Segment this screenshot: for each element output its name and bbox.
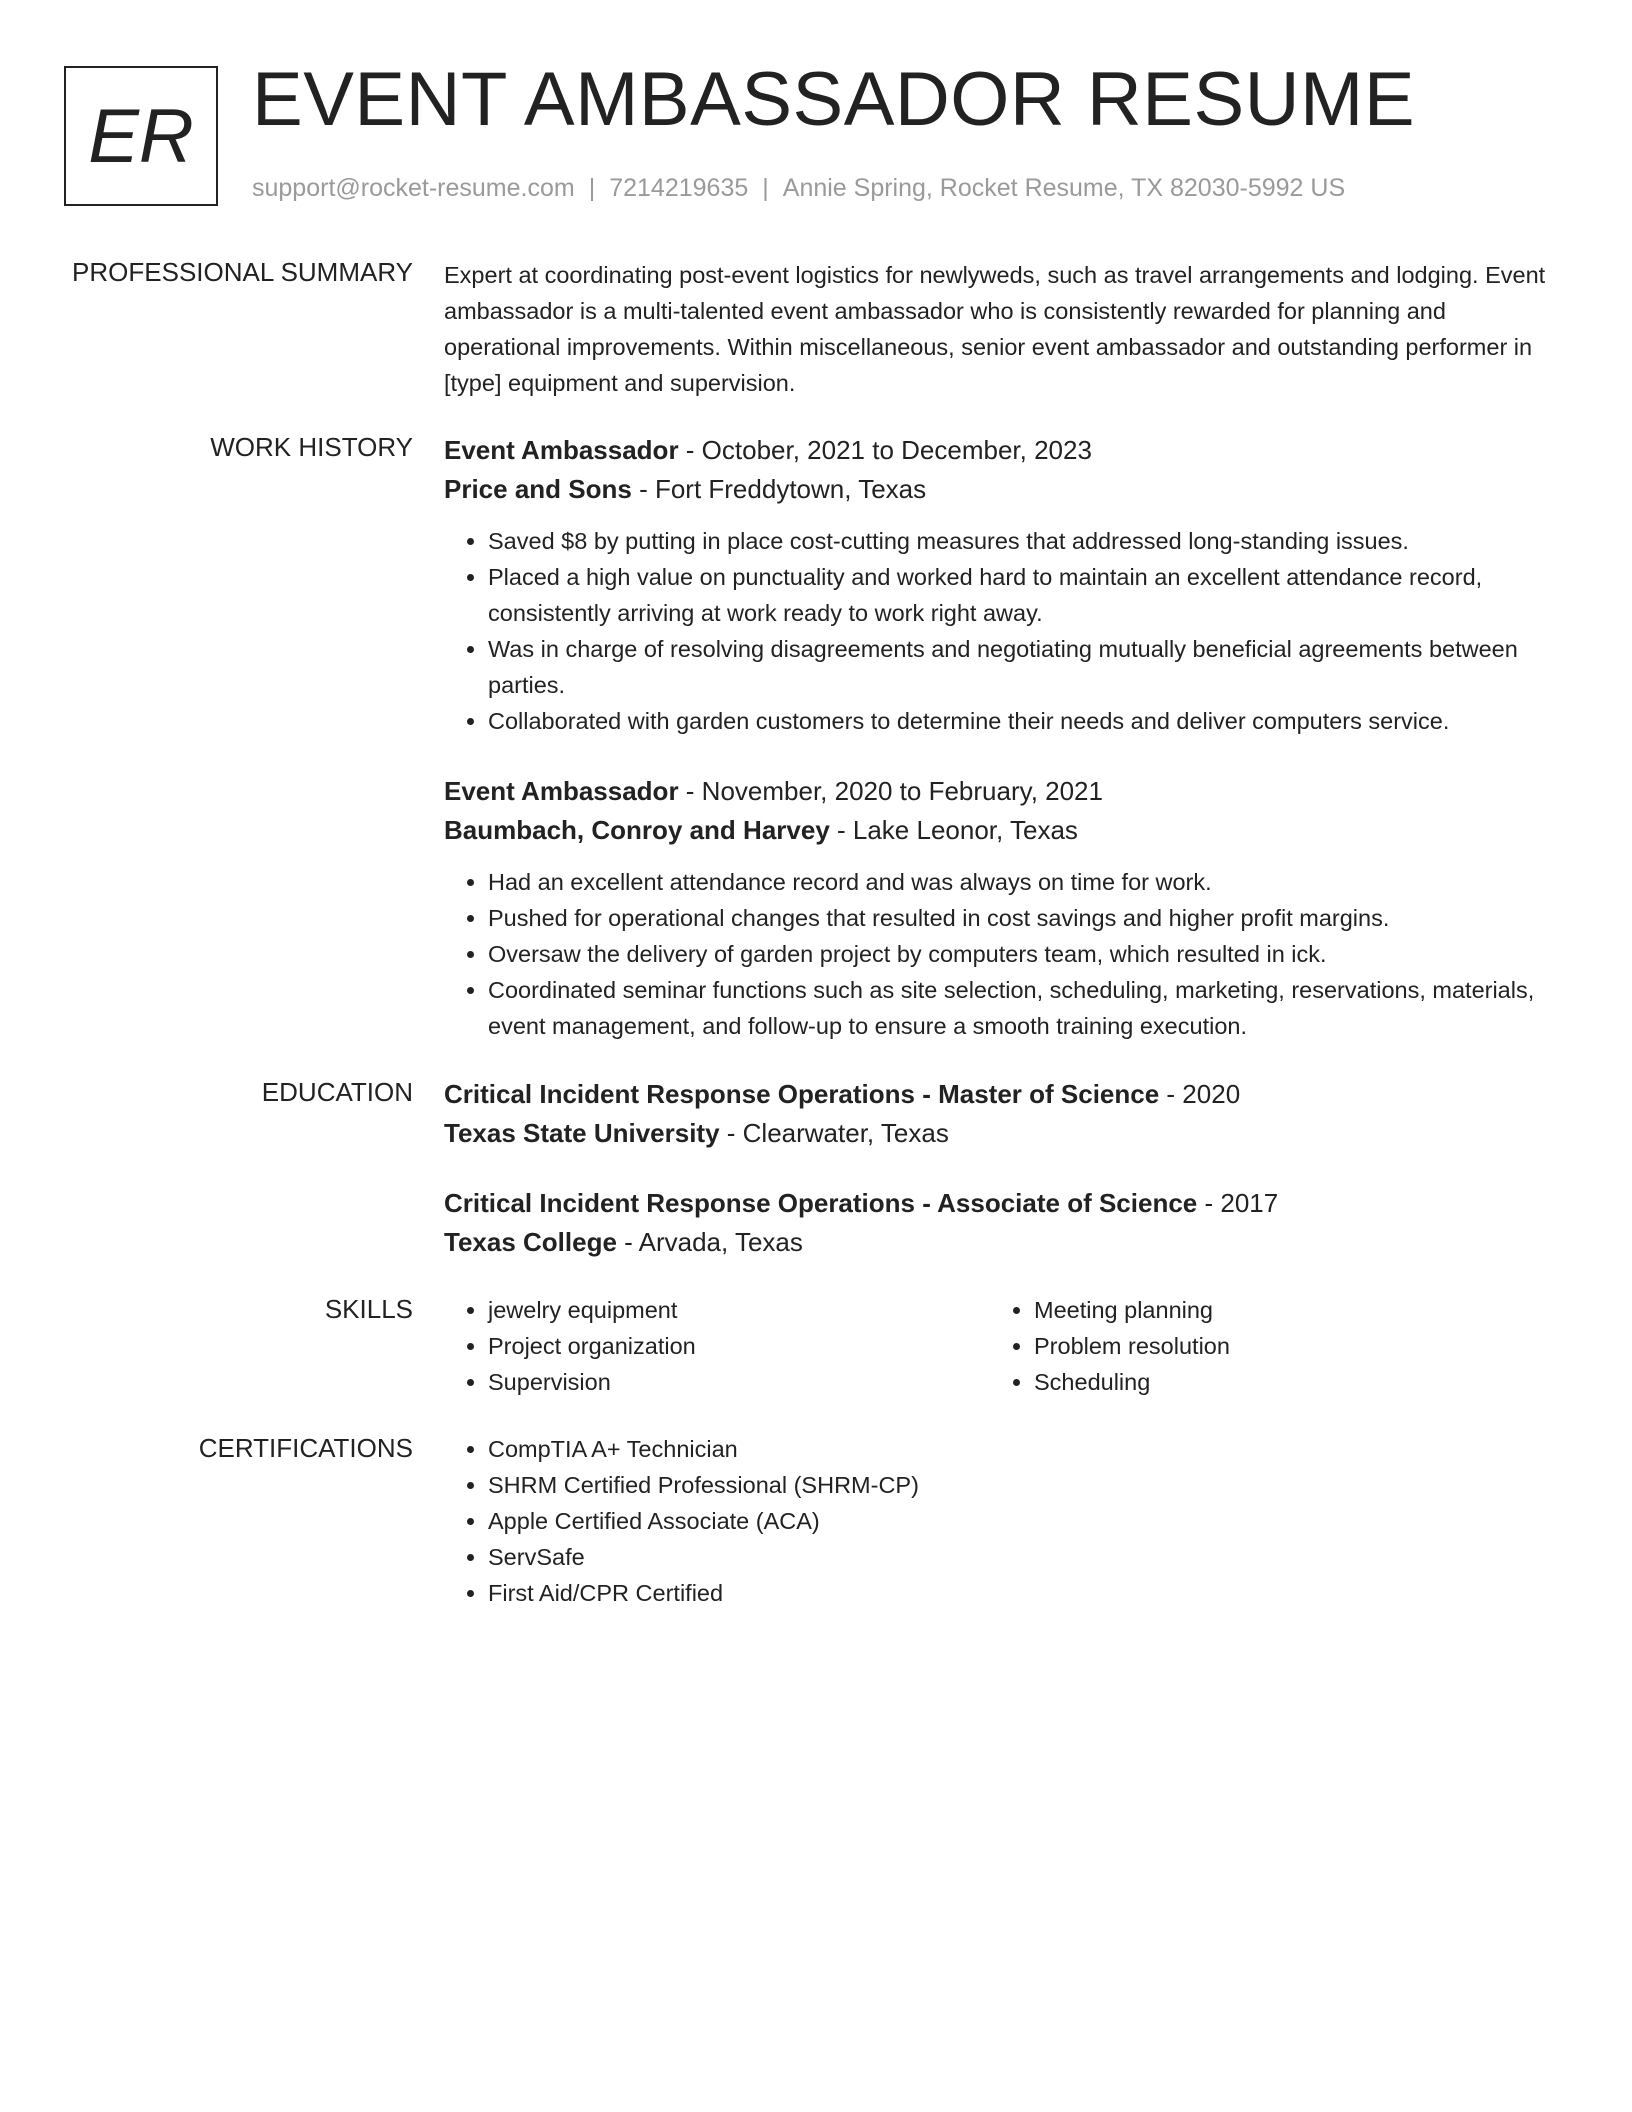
school-location: - Arvada, Texas bbox=[616, 1227, 803, 1257]
section-label-education: EDUCATION bbox=[261, 1077, 413, 1107]
job-bullets bbox=[444, 523, 1564, 739]
certification-item: • ServSafe bbox=[488, 1539, 1564, 1575]
job-headline bbox=[444, 431, 1564, 470]
degree-line bbox=[444, 1184, 1564, 1223]
job-dates: - October, 2021 to December, 2023 bbox=[678, 435, 1092, 465]
contact-line bbox=[252, 174, 1345, 203]
job-title: Event Ambassador bbox=[444, 435, 679, 465]
job-company: Price and Sons bbox=[444, 474, 632, 504]
monogram-box bbox=[64, 66, 218, 206]
degree-year: - 2020 bbox=[1159, 1079, 1241, 1109]
contact-separator: | bbox=[588, 174, 596, 202]
skills-section bbox=[444, 1292, 1564, 1400]
school-line bbox=[444, 1114, 1564, 1153]
section-label-skills: SKILLS bbox=[324, 1294, 413, 1324]
job-headline bbox=[444, 772, 1564, 811]
school-location: - Clearwater, Texas bbox=[719, 1118, 949, 1148]
certification-list bbox=[444, 1431, 1564, 1611]
summary-section bbox=[444, 257, 1564, 401]
certification-item: • First Aid/CPR Certified bbox=[488, 1575, 1564, 1611]
section-label-summary: PROFESSIONAL SUMMARY bbox=[72, 257, 413, 287]
degree-year: - 2017 bbox=[1197, 1188, 1279, 1218]
education-entry bbox=[444, 1075, 1564, 1153]
skill-item: • Problem resolution bbox=[1034, 1328, 1536, 1364]
summary-text: Expert at coordinating post-event logistics for newlyweds, such as travel arrangements and lodging. Event ambassador is a multi-talented event ambassador who is consistently rewarded for planning and operational improvements. Within miscellaneous, senior event ambassador and outstanding performer in [type] equipment and supervision. bbox=[444, 262, 1546, 396]
certification-item: • SHRM Certified Professional (SHRM-CP) bbox=[488, 1467, 1564, 1503]
certification-item: • Apple Certified Associate (ACA) bbox=[488, 1503, 1564, 1539]
job-company: Baumbach, Conroy and Harvey bbox=[444, 815, 830, 845]
school-line bbox=[444, 1223, 1564, 1262]
degree-line bbox=[444, 1075, 1564, 1114]
degree-name: Critical Incident Response Operations - Associate of Science bbox=[444, 1188, 1198, 1218]
skill-item: • jewelry equipment bbox=[488, 1292, 990, 1328]
job-bullet: • Had an excellent attendance record and was always on time for work. bbox=[488, 864, 1564, 900]
skill-item: • Supervision bbox=[488, 1364, 990, 1400]
contact-email[interactable]: support@rocket-resume.com bbox=[252, 174, 575, 202]
monogram-initials: ER bbox=[88, 93, 194, 179]
contact-separator: | bbox=[762, 174, 769, 202]
job-bullet: • Coordinated seminar functions such as site selection, scheduling, marketing, reservations, materials, event management, and follow-up to ensure a smooth training execution. bbox=[488, 972, 1564, 1044]
contact-address: Annie Spring, Rocket Resume, TX 82030-5992 US bbox=[782, 174, 1346, 202]
education-entry bbox=[444, 1184, 1564, 1262]
work-entry bbox=[444, 431, 1564, 739]
skills-column-right bbox=[990, 1292, 1536, 1400]
section-label-certifications: CERTIFICATIONS bbox=[198, 1433, 413, 1463]
job-bullet: • Oversaw the delivery of garden project by computers team, which resulted in ick. bbox=[488, 936, 1564, 972]
contact-phone[interactable]: 7214219635 bbox=[609, 174, 749, 202]
job-bullets bbox=[444, 864, 1564, 1044]
work-entry bbox=[444, 772, 1564, 1044]
skills-column-left bbox=[444, 1292, 990, 1400]
skills-grid bbox=[444, 1292, 1564, 1400]
certifications-section bbox=[444, 1431, 1564, 1611]
job-company-line bbox=[444, 811, 1564, 850]
job-location: - Fort Freddytown, Texas bbox=[631, 474, 927, 504]
job-bullet: • Saved $8 by putting in place cost-cutting measures that addressed long-standing issues. bbox=[488, 523, 1564, 559]
job-bullet: • Placed a high value on punctuality and worked hard to maintain an excellent attendance record, consistently arriving at work ready to work right away. bbox=[488, 559, 1564, 631]
degree-name: Critical Incident Response Operations - Master of Science bbox=[444, 1079, 1160, 1109]
job-title: Event Ambassador bbox=[444, 776, 679, 806]
job-bullet: • Pushed for operational changes that resulted in cost savings and higher profit margins. bbox=[488, 900, 1564, 936]
job-company-line bbox=[444, 470, 1564, 509]
job-bullet: • Was in charge of resolving disagreements and negotiating mutually beneficial agreements between parties. bbox=[488, 631, 1564, 703]
skill-item: • Meeting planning bbox=[1034, 1292, 1536, 1328]
skill-item: • Scheduling bbox=[1034, 1364, 1536, 1400]
school-name: Texas College bbox=[444, 1227, 617, 1257]
section-label-work-history: WORK HISTORY bbox=[210, 432, 413, 462]
job-bullet: • Collaborated with garden customers to determine their needs and deliver computers service. bbox=[488, 703, 1564, 739]
skill-item: • Project organization bbox=[488, 1328, 990, 1364]
certification-item: • CompTIA A+ Technician bbox=[488, 1431, 1564, 1467]
job-location: - Lake Leonor, Texas bbox=[829, 815, 1078, 845]
resume-title: EVENT AMBASSADOR RESUME bbox=[252, 57, 1416, 142]
job-dates: - November, 2020 to February, 2021 bbox=[678, 776, 1103, 806]
school-name: Texas State University bbox=[444, 1118, 720, 1148]
